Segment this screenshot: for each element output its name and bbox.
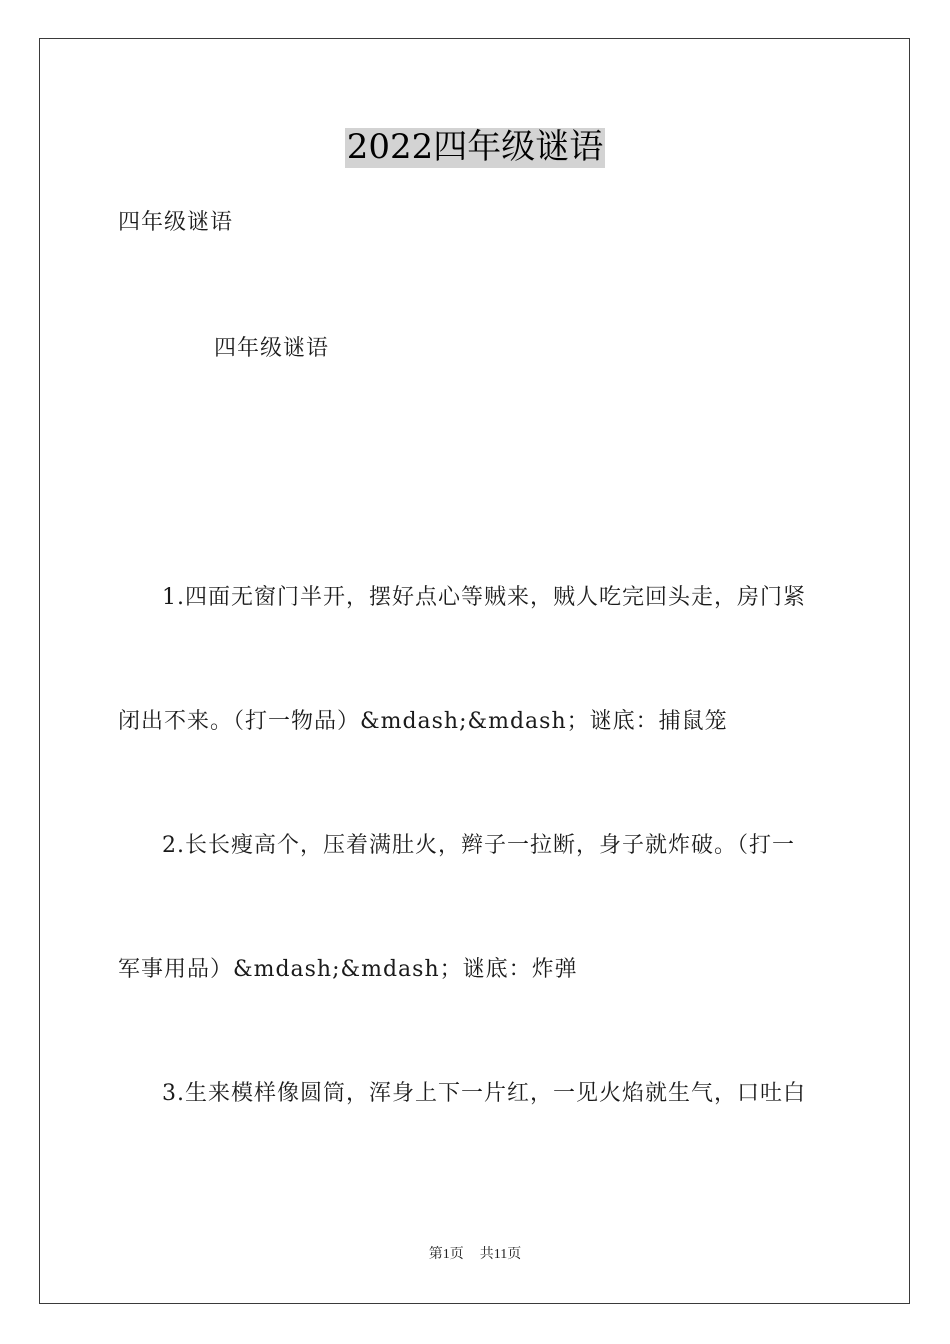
riddle-3-line-1: 3.生来模样像圆筒，浑身上下一片红，一见火焰就生气，口吐白 (162, 1081, 806, 1106)
page-number: 第1页 (428, 1247, 464, 1262)
document-subtitle: 四年级谜语 (118, 210, 234, 235)
riddle-2-line-1: 2.长长瘦高个，压着满肚火，辫子一拉断，身子就炸破。（打一 (162, 833, 795, 858)
document-title-container (0, 128, 950, 168)
riddle-1-line-2: 闭出不来。（打一物品）&mdash;&mdash；谜底：捕鼠笼 (118, 709, 728, 734)
riddle-2-line-2: 军事用品）&mdash;&mdash；谜底：炸弹 (118, 957, 578, 982)
riddle-1-line-1: 1.四面无窗门半开，摆好点心等贼来，贼人吃完回头走，房门紧 (162, 585, 806, 610)
page-footer (0, 1248, 950, 1262)
section-heading: 四年级谜语 (214, 336, 330, 361)
page-total: 共11页 (479, 1247, 522, 1262)
document-title: 2022四年级谜语 (346, 127, 604, 167)
